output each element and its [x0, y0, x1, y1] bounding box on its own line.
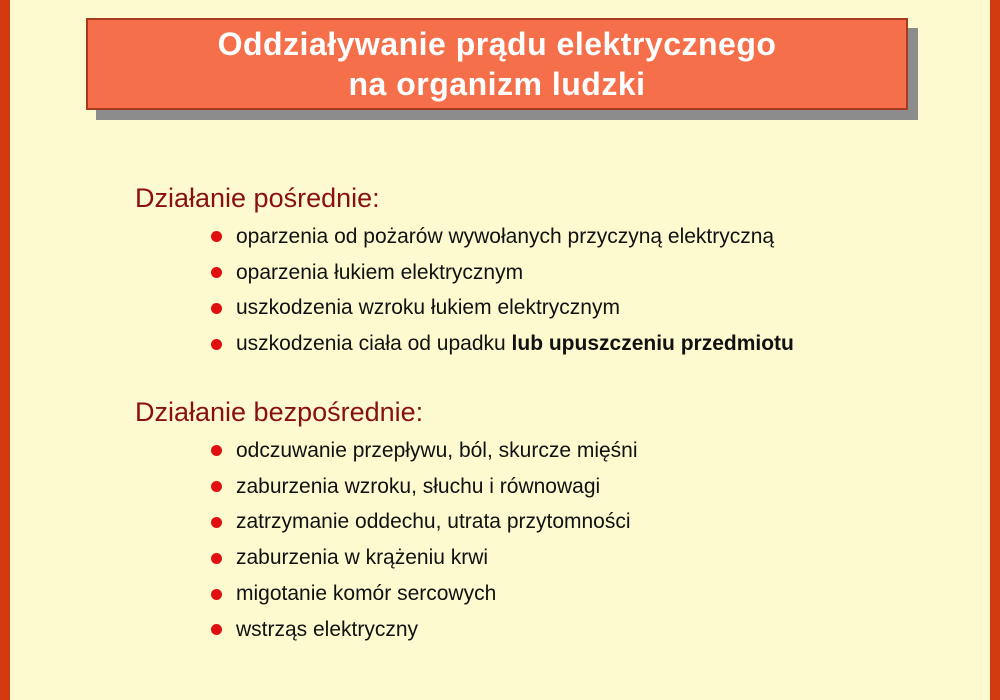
bullet-dot-icon [211, 303, 222, 314]
bullet-dot-icon [211, 589, 222, 600]
direct-list [135, 433, 638, 648]
list-item-text: wstrząs elektryczny [236, 617, 419, 641]
list-item [211, 540, 638, 576]
list-item [211, 576, 638, 612]
indirect-list [135, 219, 794, 362]
list-item-text: uszkodzenia wzroku łukiem elektrycznym [236, 296, 620, 320]
list-item-text: oparzenia łukiem elektrycznym [236, 260, 524, 284]
list-item-text: odczuwanie przepływu, ból, skurcze mięśni [236, 438, 638, 462]
list-item-plain-text: uszkodzenia ciała od upadku [236, 332, 512, 356]
title-line-2: na organizm ludzki [348, 66, 646, 102]
bullet-dot-icon [211, 481, 222, 492]
right-border [990, 0, 1000, 700]
list-item-text: zaburzenia wzroku, słuchu i równowagi [236, 474, 601, 498]
list-item [211, 433, 638, 469]
bullet-dot-icon [211, 267, 222, 278]
list-item-text: zaburzenia w krążeniu krwi [236, 546, 489, 570]
title-line-1: Oddziaływanie prądu elektrycznego [217, 26, 777, 62]
list-item-bold-text: lub upuszczeniu przedmiotu [511, 332, 794, 356]
list-item-text: migotanie komór sercowych [236, 582, 497, 606]
bullet-dot-icon [211, 445, 222, 456]
bullet-dot-icon [211, 553, 222, 564]
indirect-section [135, 181, 794, 362]
bullet-dot-icon [211, 231, 222, 242]
list-item [211, 291, 794, 327]
list-item-text: zatrzymanie oddechu, utrata przytomności [236, 510, 631, 534]
title-box [86, 18, 908, 110]
bullet-dot-icon [211, 624, 222, 635]
list-item [211, 255, 794, 291]
list-item-text: oparzenia od pożarów wywołanych przyczyną elektryczną [236, 224, 775, 248]
indirect-heading: Działanie pośrednie: [135, 183, 380, 213]
list-item-text [236, 332, 794, 356]
list-item [211, 612, 638, 648]
bullet-dot-icon [211, 517, 222, 528]
left-border [0, 0, 10, 700]
list-item [211, 326, 794, 362]
list-item [211, 469, 638, 505]
list-item [211, 505, 638, 541]
list-item [211, 219, 794, 255]
bullet-dot-icon [211, 339, 222, 350]
direct-section [135, 395, 638, 648]
direct-heading: Działanie bezpośrednie: [135, 397, 424, 427]
